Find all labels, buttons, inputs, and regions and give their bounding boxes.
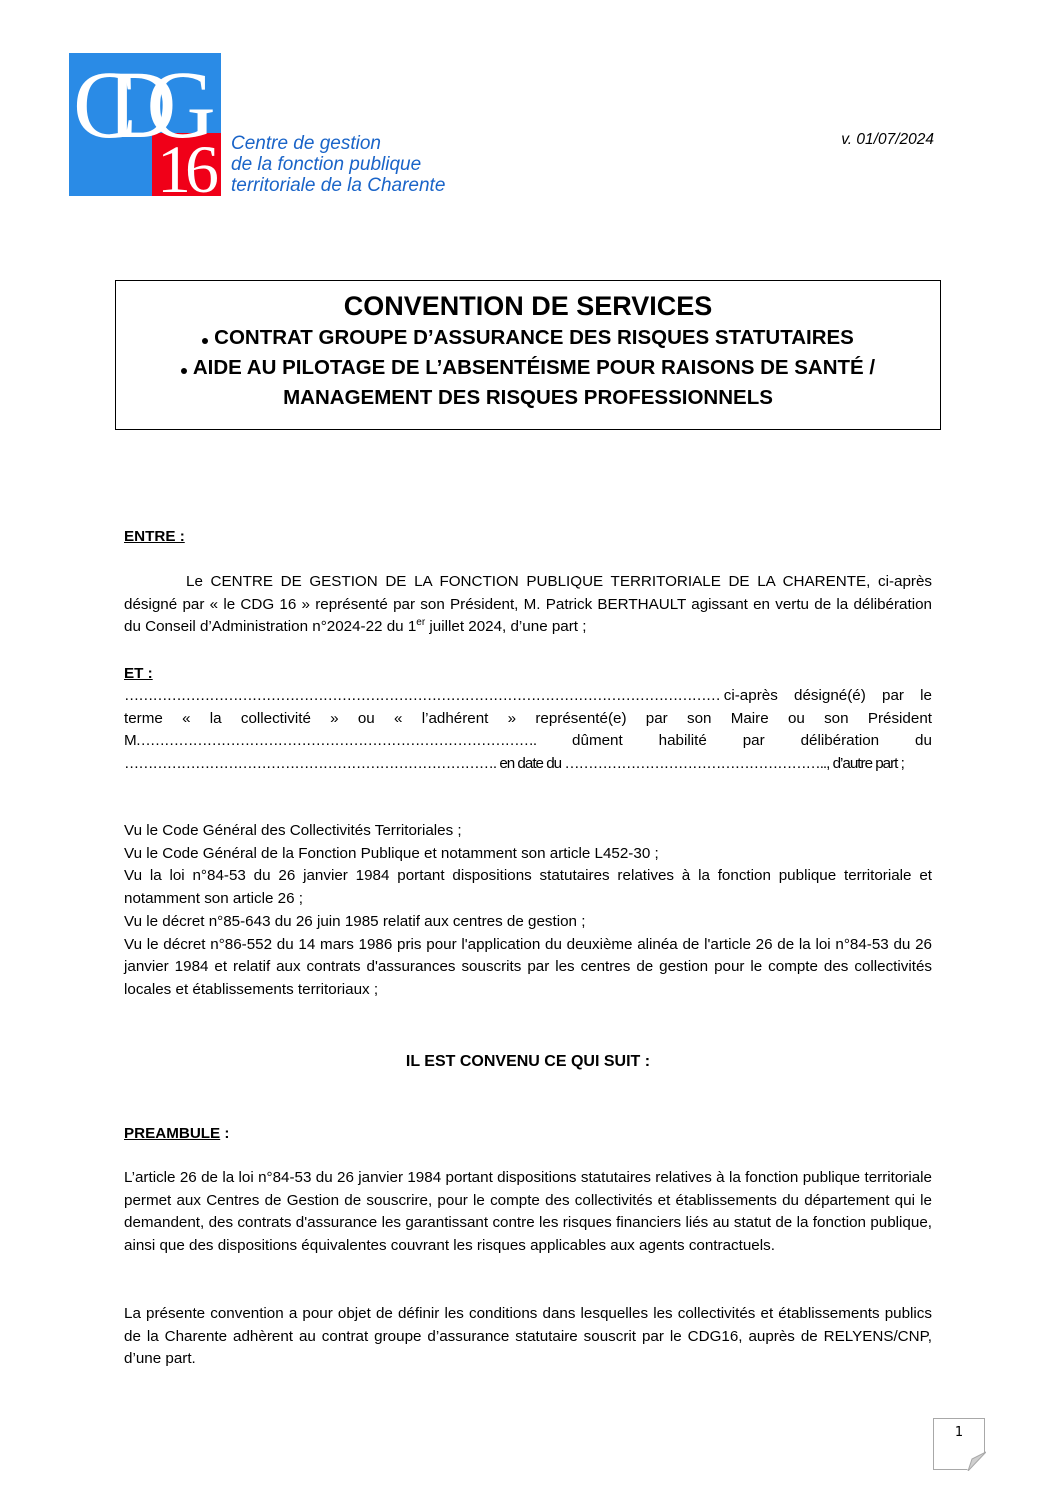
entre-heading: ENTRE : [124, 528, 185, 545]
page-number: 1 [954, 1425, 964, 1440]
bullet-icon [181, 368, 187, 374]
et-heading: ET : [124, 665, 153, 682]
title-item: AIDE AU PILOTAGE DE L’ABSENTÉISME POUR RAISONS DE SANTÉ / [116, 353, 940, 383]
title-item: MANAGEMENT DES RISQUES PROFESSIONNELS [283, 386, 773, 409]
preambule-heading: PREAMBULE : [124, 1125, 230, 1142]
page-curl-icon [966, 1451, 986, 1471]
bullet-icon [202, 338, 208, 344]
et-line-4[interactable]: ……………………………………………………………………. en date du ……………………………………………….., d’autre part ; [124, 755, 904, 773]
title-item: CONTRAT GROUPE D’ASSURANCE DES RISQUES STATUTAIRES [116, 323, 940, 353]
convenu-heading: IL EST CONVENU CE QUI SUIT : [405, 1053, 651, 1070]
logo-tagline-line: Centre de gestion [231, 133, 381, 154]
et-line-3: M…………………………………………………………………………. dûment habilité par délibération du [124, 730, 932, 753]
visa-item: Vu le décret n°85-643 du 26 juin 1985 relatif aux centres de gestion ; [124, 912, 586, 930]
visa-item: Vu le Code Général de la Fonction Publique et notamment son article L452-30 ; [124, 844, 659, 862]
logo-tagline-line: territoriale de la Charente [231, 175, 446, 196]
logo-letters: CDG [73, 53, 186, 158]
visa-item: Vu le Code Général des Collectivités Territoriales ; [124, 822, 462, 839]
logo-tagline [231, 133, 445, 196]
document-version: v. 01/07/2024 [841, 131, 934, 148]
logo-tagline-line: de la fonction publique [231, 154, 422, 175]
fill-in-collectivity[interactable]: ……………………………………………………………………………………………………………… [124, 687, 720, 704]
preambule-paragraph: L’article 26 de la loi n°84-53 du 26 janvier 1984 portant dispositions statutaires relatives à la fonction publique territoriale permet aux Centres de Gestion de souscrire, pour le compte des collectivités et établissements du département qui le demandent, des contrats d'assurance les garantissant contre les risques financiers liés au statut de la fonction publique, ainsi que des dispositions équivalentes couvrant les risques applicables aux agents contractuels. [124, 1169, 932, 1255]
fill-in-representative[interactable]: M…………………………………………………………………………. [124, 732, 537, 750]
et-block [124, 685, 932, 776]
visa-item: Vu la loi n°84-53 du 26 janvier 1984 portant dispositions statutaires relatives à la fonction publique territoriale et notamment son article 26 ; [124, 867, 932, 908]
entre-paragraph: Le CENTRE DE GESTION DE LA FONCTION PUBLIQUE TERRITORIALE DE LA CHARENTE, ci-après désigné par « le CDG 16 » représenté par son Président, M. Patrick BERTHAULT agissant en vertu de la délibération du Conseil d’Administration n°2024-22 du 1er juillet 2024, d’une part ; [124, 573, 932, 636]
title-box [115, 280, 941, 430]
preambule-paragraph: La présente convention a pour objet de définir les conditions dans lesquelles les collectivités et établissements publics de la Charente adhèrent au contrat groupe d’assurance statutaire souscrit par le CDG16, auprès de RELYENS/CNP, d’une part. [124, 1305, 932, 1368]
visas-list [124, 820, 932, 1002]
cdg16-logo [69, 53, 221, 196]
et-line-2: terme « la collectivité » ou « l’adhérent » représenté(e) par son Maire ou son Président [124, 709, 932, 727]
document-title: CONVENTION DE SERVICES [343, 291, 713, 321]
page-number-badge [933, 1418, 985, 1470]
logo-number: 16 [157, 131, 213, 196]
et-line-1: ……………………………………………………………………………………………………………… ci-après désigné(é) par le [124, 685, 932, 708]
visa-item: Vu le décret n°86-552 du 14 mars 1986 pris pour l'application du deuxième alinéa de l'article 26 de la loi n°84-53 du 26 janvier 1984 et relatif aux contrats d'assurances souscrits par les centres de gestion pour le compte des collectivités locales et établissements territoriaux ; [124, 935, 932, 998]
